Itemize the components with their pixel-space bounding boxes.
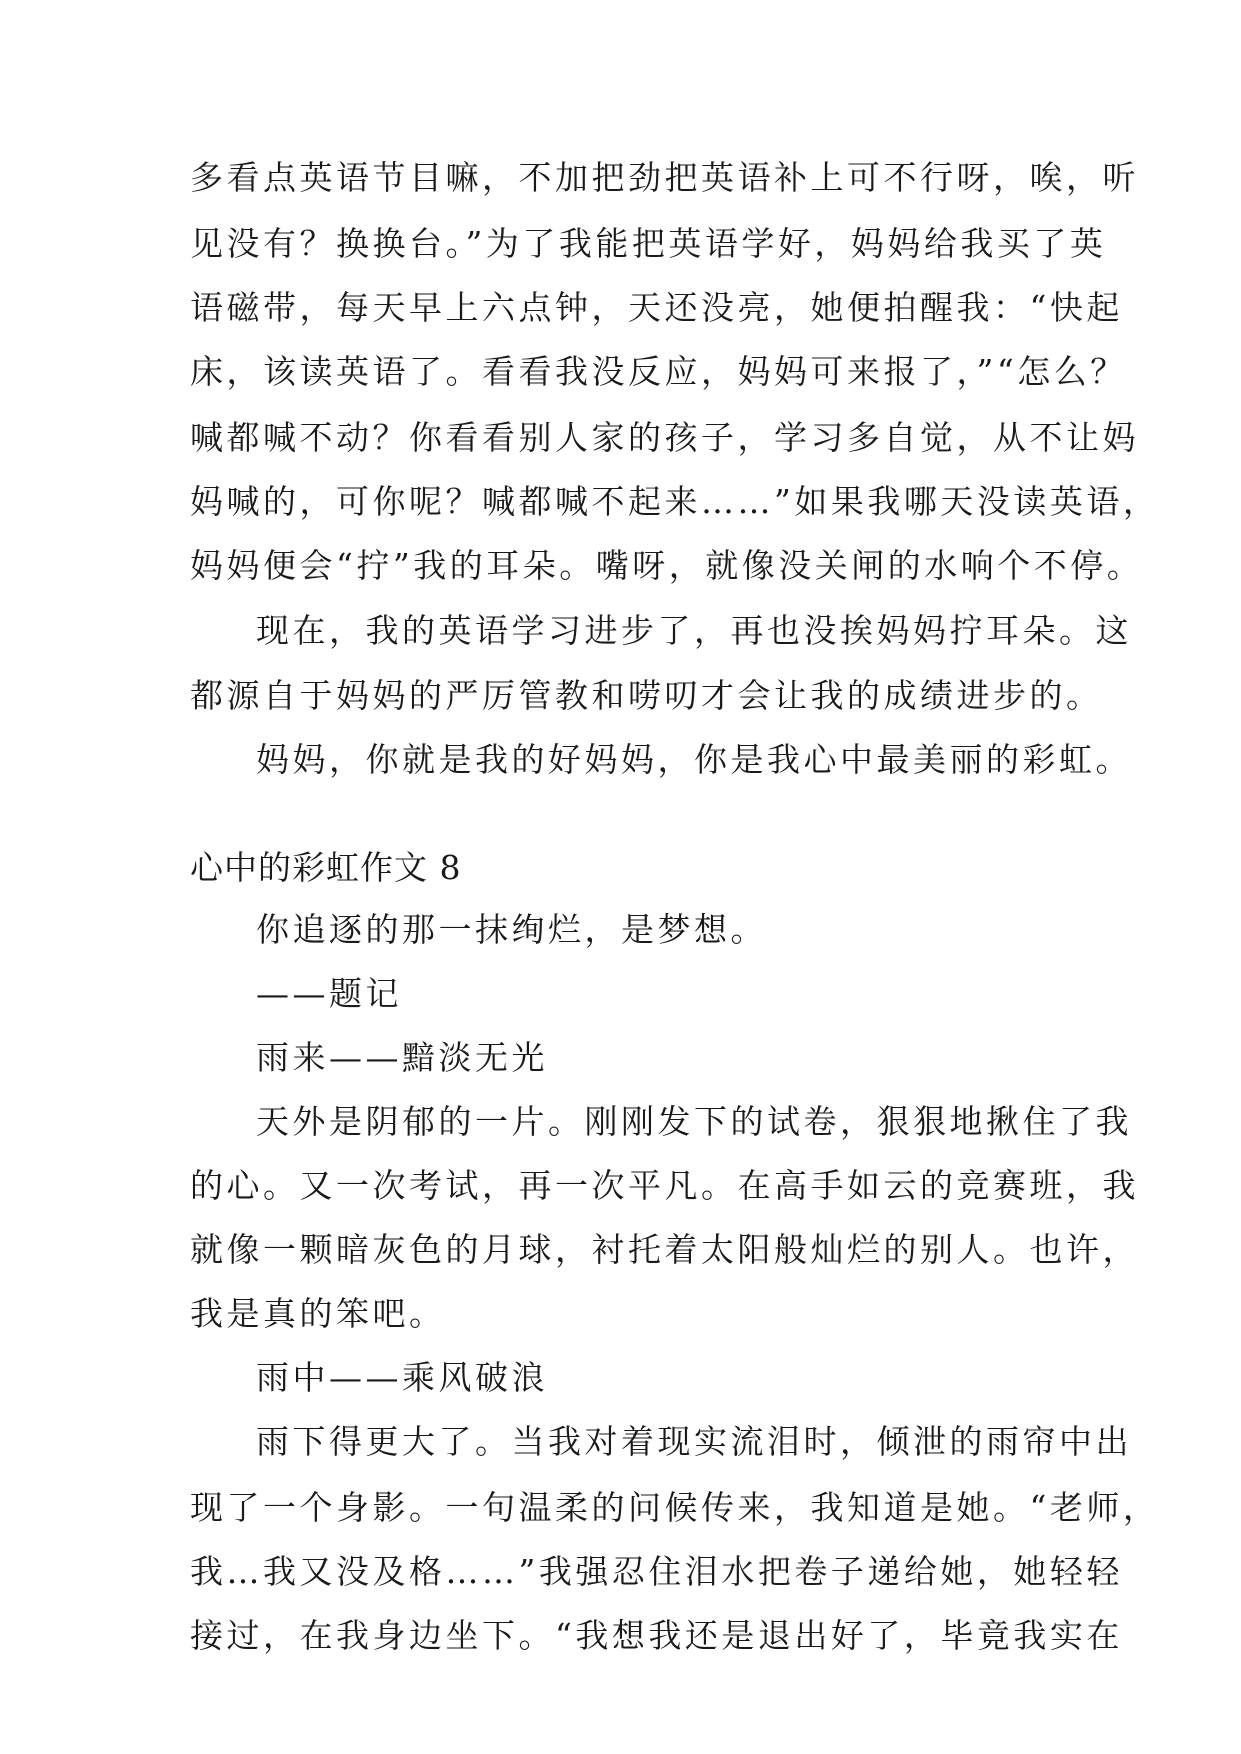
paragraph-line: 现在，我的英语学习进步了，再也没挨妈妈拧耳朵。这 (256, 611, 1132, 650)
paragraph-line: 就像一颗暗灰色的月球，衬托着太阳般灿烂的别人。也许， (190, 1230, 1139, 1269)
paragraph-line: 我…我又没及格……”我强忍住泪水把卷子递给她，她轻轻 (190, 1552, 1123, 1591)
subheading: 雨来——黯淡无光 (256, 1038, 548, 1077)
paragraph-line: 语磁带，每天早上六点钟，天还没亮，她便拍醒我：“快起 (190, 288, 1123, 327)
paragraph-line: 接过，在我身边坐下。“我想我还是退出好了，毕竟我实在 (190, 1616, 1123, 1655)
paragraph-line: 妈妈便会“拧”我的耳朵。嘴呀，就像没关闸的水响个不停。 (190, 546, 1144, 585)
paragraph-line: 喊都喊不动？你看看别人家的孩子，学习多自觉，从不让妈 (190, 418, 1139, 457)
paragraph-line: 雨下得更大了。当我对着现实流泪时，倾泄的雨帘中出 (256, 1422, 1132, 1461)
paragraph-line: 我是真的笨吧。 (190, 1294, 446, 1333)
paragraph-line: 多看点英语节目嘛，不加把劲把英语补上可不行呀，唉，听 (190, 158, 1139, 197)
epigraph-line: ——题记 (256, 974, 402, 1013)
lead-in-line: 你追逐的那一抹绚烂，是梦想。 (256, 910, 767, 949)
paragraph-line: 床，该读英语了。看看我没反应，妈妈可来报了，”“怎么？ (190, 352, 1127, 391)
paragraph-line: 见没有？换换台。”为了我能把英语学好，妈妈给我买了英 (190, 224, 1107, 263)
subheading: 雨中——乘风破浪 (256, 1358, 548, 1397)
paragraph-line: 的心。又一次考试，再一次平凡。在高手如云的竞赛班，我 (190, 1166, 1139, 1205)
paragraph-line: 都源自于妈妈的严厉管教和唠叨才会让我的成绩进步的。 (190, 676, 1103, 715)
paragraph-line: 现了一个身影。一句温柔的问候传来，我知道是她。“老师， (190, 1488, 1160, 1527)
section-title: 心中的彩虹作文 8 (190, 848, 462, 887)
paragraph-line: 妈喊的，可你呢？喊都喊不起来……”如果我哪天没读英语， (190, 482, 1160, 521)
paragraph-line: 天外是阴郁的一片。刚刚发下的试卷，狠狠地揪住了我 (256, 1102, 1132, 1141)
paragraph-line: 妈妈，你就是我的好妈妈，你是我心中最美丽的彩虹。 (256, 740, 1132, 779)
